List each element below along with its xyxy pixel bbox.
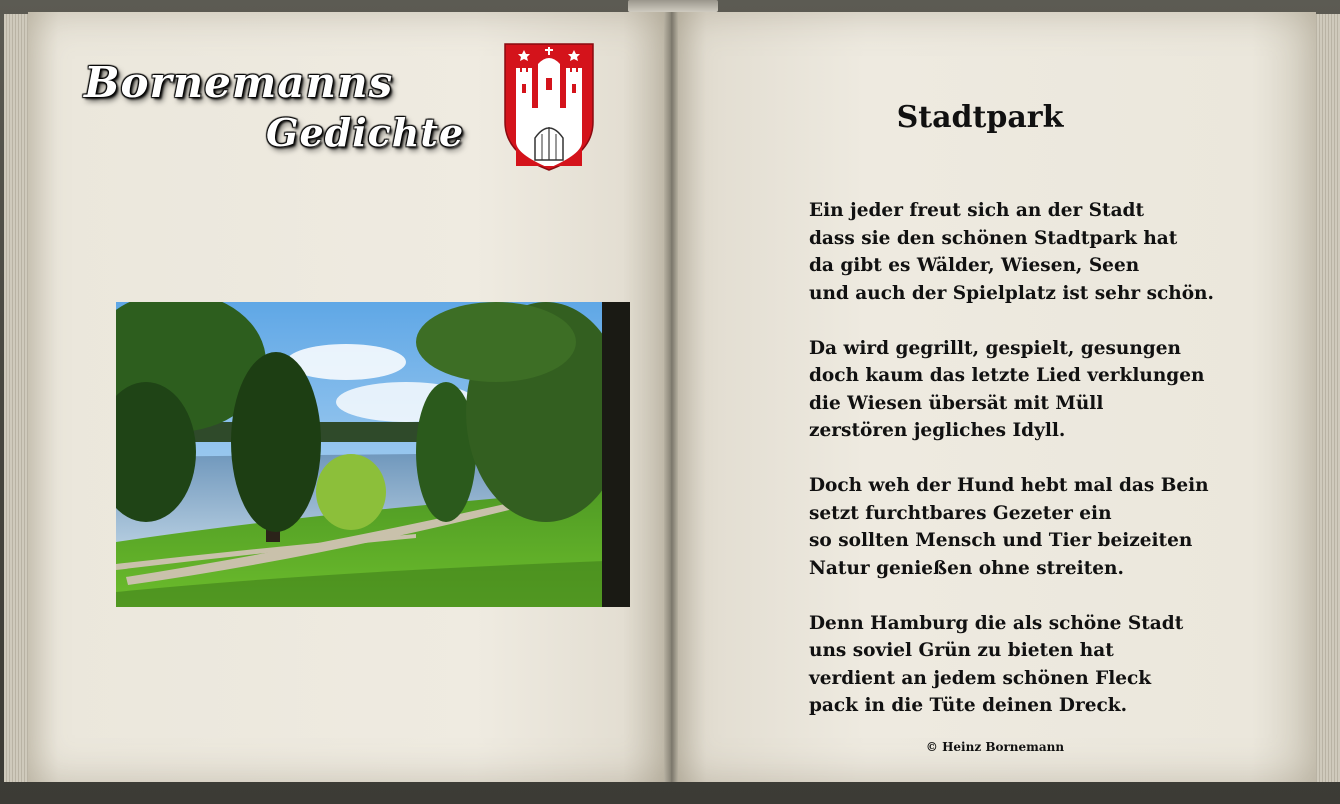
right-page-edges [1314, 14, 1340, 782]
book-spine [664, 12, 678, 782]
poem-line: dass sie den schönen Stadtpark hat [809, 227, 1178, 249]
poem-line: verdient an jedem schönen Fleck [809, 667, 1152, 689]
poem-line: Denn Hamburg die als schöne Stadt [809, 612, 1184, 634]
poem-line: pack in die Tüte deinen Dreck. [809, 695, 1128, 716]
poem-line: setzt furchtbares Gezeter ein [809, 502, 1112, 524]
poem-line: zerstören jegliches Idyll. [809, 420, 1066, 441]
poem-line: Da wird gegrillt, gespielt, gesungen [809, 337, 1181, 359]
brand-line1: Bornemanns [84, 58, 394, 107]
brand-line2: Gedichte [266, 110, 465, 155]
poem-title: Stadtpark [896, 100, 1064, 135]
poem-line: da gibt es Wälder, Wiesen, Seen [809, 255, 1140, 276]
left-page-edges [4, 14, 30, 782]
poem-line: so sollten Mensch und Tier beizeiten [809, 530, 1193, 551]
book-clasp [628, 0, 718, 12]
poem-line: Doch weh der Hund hebt mal das Bein [809, 475, 1209, 496]
hamburg-coat-of-arms-icon [502, 42, 596, 172]
poem-line: die Wiesen übersät mit Müll [809, 392, 1104, 414]
poem-stanza [809, 197, 1229, 307]
poem-line: doch kaum das letzte Lied verklungen [809, 365, 1205, 386]
poem-stanza [809, 472, 1229, 582]
poem-line: und auch der Spielplatz ist sehr schön. [809, 282, 1214, 304]
brand-logo [80, 58, 480, 168]
park-lake-photo [116, 302, 630, 607]
copyright-notice: © Heinz Bornemann [925, 740, 1065, 754]
poem-line: Natur genießen ohne streiten. [809, 557, 1124, 579]
poem-stanza [809, 335, 1229, 445]
poem-stanza [809, 610, 1229, 720]
poem-text [809, 197, 1229, 720]
poem-line: Ein jeder freut sich an der Stadt [809, 200, 1145, 221]
poem-line: uns soviel Grün zu bieten hat [809, 640, 1114, 661]
